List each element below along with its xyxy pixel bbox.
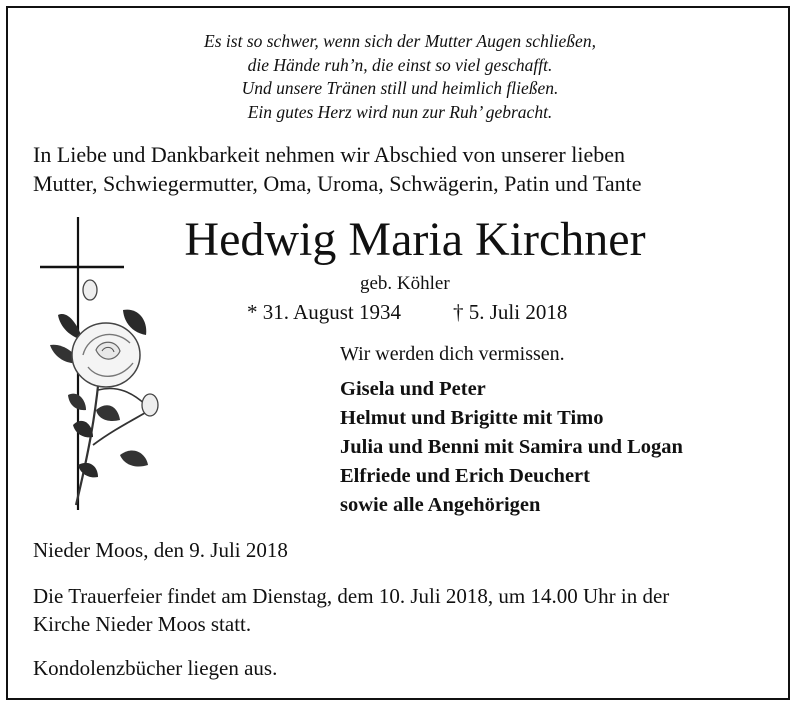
mourner-entry: Helmut und Brigitte mit Timo (340, 407, 604, 429)
farewell-line: Wir werden dich vermissen. (340, 343, 565, 365)
deceased-name: Hedwig Maria Kirchner (184, 213, 646, 266)
service-line: Die Trauerfeier findet am Dienstag, dem 10. Juli 2018, um 14.00 Uhr in der (33, 584, 670, 608)
mourner-entry: sowie alle Angehörigen (340, 494, 541, 516)
poem-line: Es ist so schwer, wenn sich der Mutter Augen schließen, (204, 31, 596, 51)
intro-text (33, 140, 641, 198)
funeral-service-info (33, 582, 669, 638)
mourners-list (340, 375, 683, 520)
birth-date: * 31. August 1934 (247, 300, 402, 324)
maiden-name: geb. Köhler (360, 273, 450, 294)
service-line: Kirche Nieder Moos statt. (33, 612, 252, 636)
intro-line: Mutter, Schwiegermutter, Oma, Uroma, Schwägerin, Patin und Tante (33, 171, 642, 196)
place-date: Nieder Moos, den 9. Juli 2018 (33, 538, 288, 562)
poem-line: Und unsere Tränen still und heimlich fließen. (241, 78, 559, 98)
mourner-entry: Elfriede und Erich Deuchert (340, 465, 590, 487)
poem-line: die Hände ruh’n, die einst so viel geschafft. (247, 54, 553, 75)
poem-line: Ein gutes Herz wird nun zur Ruh’ gebracht. (247, 101, 553, 122)
mourner-entry: Gisela und Peter (340, 378, 486, 400)
condolence-note: Kondolenzbücher liegen aus. (33, 656, 278, 680)
mourner-entry: Julia und Benni mit Samira und Logan (340, 436, 683, 458)
poem (0, 30, 800, 124)
intro-line: In Liebe und Dankbarkeit nehmen wir Abschied von unserer lieben (33, 142, 625, 167)
death-date: † 5. Juli 2018 (453, 300, 568, 324)
